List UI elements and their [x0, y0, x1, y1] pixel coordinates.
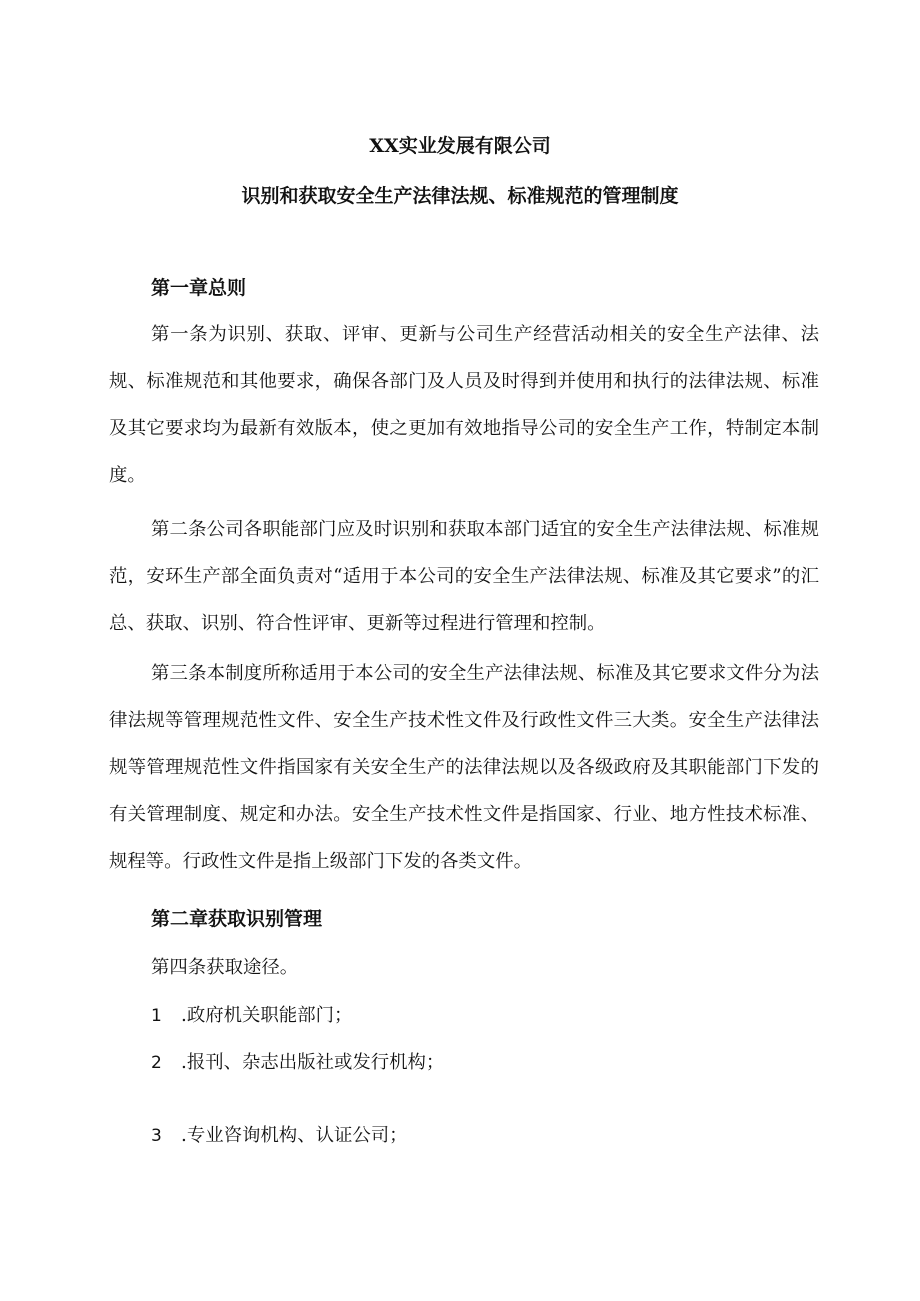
- document-title: 识别和获取安全生产法律法规、标准规范的管理制度: [241, 185, 679, 207]
- company-title: XX实业发展有限公司: [369, 135, 551, 157]
- list-item-number: 2: [151, 1053, 162, 1073]
- list-item-number: 1: [151, 1006, 162, 1026]
- chapter-2-heading: 第二章获取识别管理: [151, 908, 323, 930]
- list-item-text: .政府机关职能部门；: [181, 1005, 353, 1026]
- list-item-number: 3: [151, 1126, 162, 1146]
- list-item-text: .专业咨询机构、认证公司；: [181, 1125, 408, 1146]
- article-4-line: 第四条获取途径。: [151, 957, 299, 978]
- article-2-paragraph: 第二条公司各职能部门应及时识别和获取本部门适宜的安全生产法律法规、标准规范，安环生产部全面负责对“适用于本公司的安全生产法律法规、标准及其它要求”的汇总、获取、识别、符合性评审、更新等过程进行管理和控制。: [109, 519, 819, 634]
- chapter-1-heading: 第一章总则: [151, 277, 247, 299]
- list-item: [151, 1121, 408, 1147]
- list-item-text: .报刊、杂志出版社或发行机构；: [181, 1052, 445, 1073]
- article-3-paragraph: 第三条本制度所称适用于本公司的安全生产法律法规、标准及其它要求文件分为法律法规等管理规范性文件、安全生产技术性文件及行政性文件三大类。安全生产法律法规等管理规范性文件指国家有关安全生产的法律法规以及各级政府及其职能部门下发的有关管理制度、规定和办法。安全生产技术性文件是指国家、行业、地方性技术标准、规程等。行政性文件是指上级部门下发的各类文件。: [109, 663, 819, 872]
- list-item: [151, 1048, 444, 1074]
- article-1-paragraph: 第一条为识别、获取、评审、更新与公司生产经营活动相关的安全生产法律、法规、标准规范和其他要求，确保各部门及人员及时得到并使用和执行的法律法规、标准及其它要求均为最新有效版本，使之更加有效地指导公司的安全生产工作，特制定本制度。: [109, 324, 819, 486]
- list-item: [151, 1001, 352, 1027]
